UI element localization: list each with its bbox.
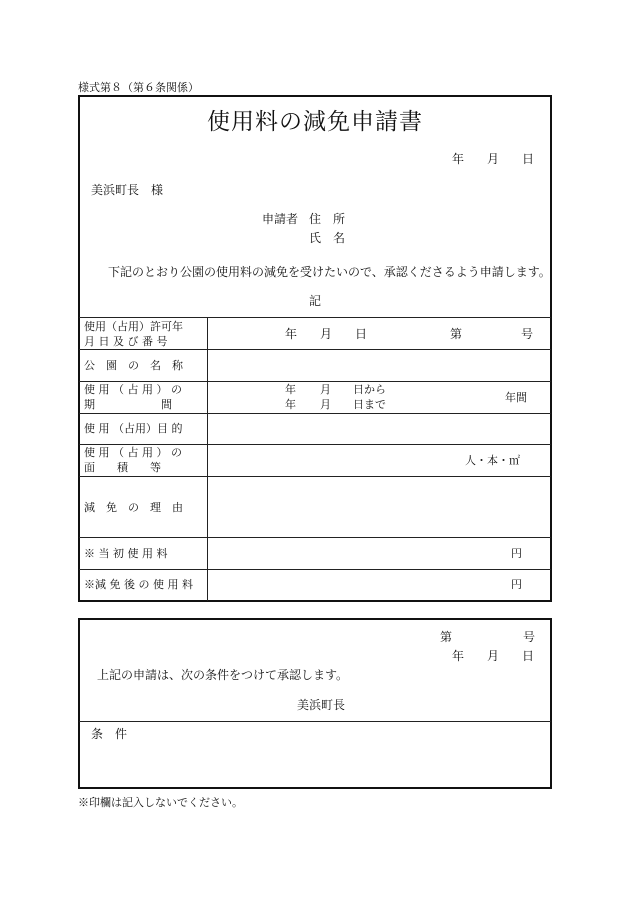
form-number: 様式第８（第６条関係） (78, 81, 199, 94)
initial-fee-label: ※ 当 初 使 用 料 (84, 547, 168, 560)
permit-day: 日 (355, 327, 368, 341)
approval-year: 年 (452, 649, 465, 663)
area-units: 人・本・㎡ (465, 454, 520, 467)
period-from-month: 月 (320, 383, 331, 396)
conditions-label: 条 件 (91, 727, 128, 741)
period-to-year: 年 (285, 398, 296, 411)
reduced-fee-label: ※減 免 後 の 使 用 料 (84, 578, 193, 591)
date-month-label: 月 (487, 152, 500, 166)
ki-label: 記 (309, 294, 322, 308)
approval-day: 日 (522, 649, 535, 663)
reduced-fee-unit: 円 (511, 578, 522, 591)
addressee: 美浜町長 様 (91, 183, 164, 197)
area-label-line2: 面 積 等 (84, 461, 161, 474)
purpose-label: 使 用 （占用）目 的 (84, 422, 183, 435)
name-label: 氏 名 (309, 231, 346, 245)
approval-dai: 第 (440, 630, 453, 644)
date-day-label: 日 (522, 152, 535, 166)
park-name-label: 公 園 の 名 称 (84, 359, 183, 372)
initial-fee-unit: 円 (511, 547, 522, 560)
period-label-line2: 期 間 (84, 398, 172, 411)
permit-label-line1: 使用（占用）許可年 (84, 320, 183, 333)
page-title: 使用料の減免申請書 (207, 109, 423, 135)
address-label: 住 所 (309, 212, 346, 226)
approval-month: 月 (487, 649, 500, 663)
reason-label: 減 免 の 理 由 (84, 501, 183, 514)
permit-go: 号 (521, 327, 534, 341)
period-label-line1: 使 用 （ 占 用 ） の (84, 383, 182, 396)
period-from-day: 日から (353, 383, 386, 396)
date-year-label: 年 (452, 152, 465, 166)
period-from-year: 年 (285, 383, 296, 396)
period-to-day: 日まで (353, 398, 386, 411)
period-years: 年間 (505, 391, 527, 404)
applicant-label: 申請者 (262, 212, 299, 226)
area-label-line1: 使 用 （ 占 用 ） の (84, 446, 182, 459)
period-to-month: 月 (320, 398, 331, 411)
approval-mayor: 美浜町長 (297, 698, 346, 712)
request-text: 下記のとおり公園の使用料の減免を受けたいので、承認くださるよう申請します。 (108, 265, 551, 279)
permit-label-line2: 月 日 及 び 番 号 (84, 335, 168, 348)
permit-dai: 第 (450, 327, 463, 341)
footnote: ※印欄は記入しないでください。 (78, 796, 243, 809)
permit-year: 年 (285, 327, 298, 341)
permit-month: 月 (320, 327, 333, 341)
approval-go: 号 (523, 630, 536, 644)
approval-text: 上記の申請は、次の条件をつけて承認します。 (97, 668, 349, 682)
